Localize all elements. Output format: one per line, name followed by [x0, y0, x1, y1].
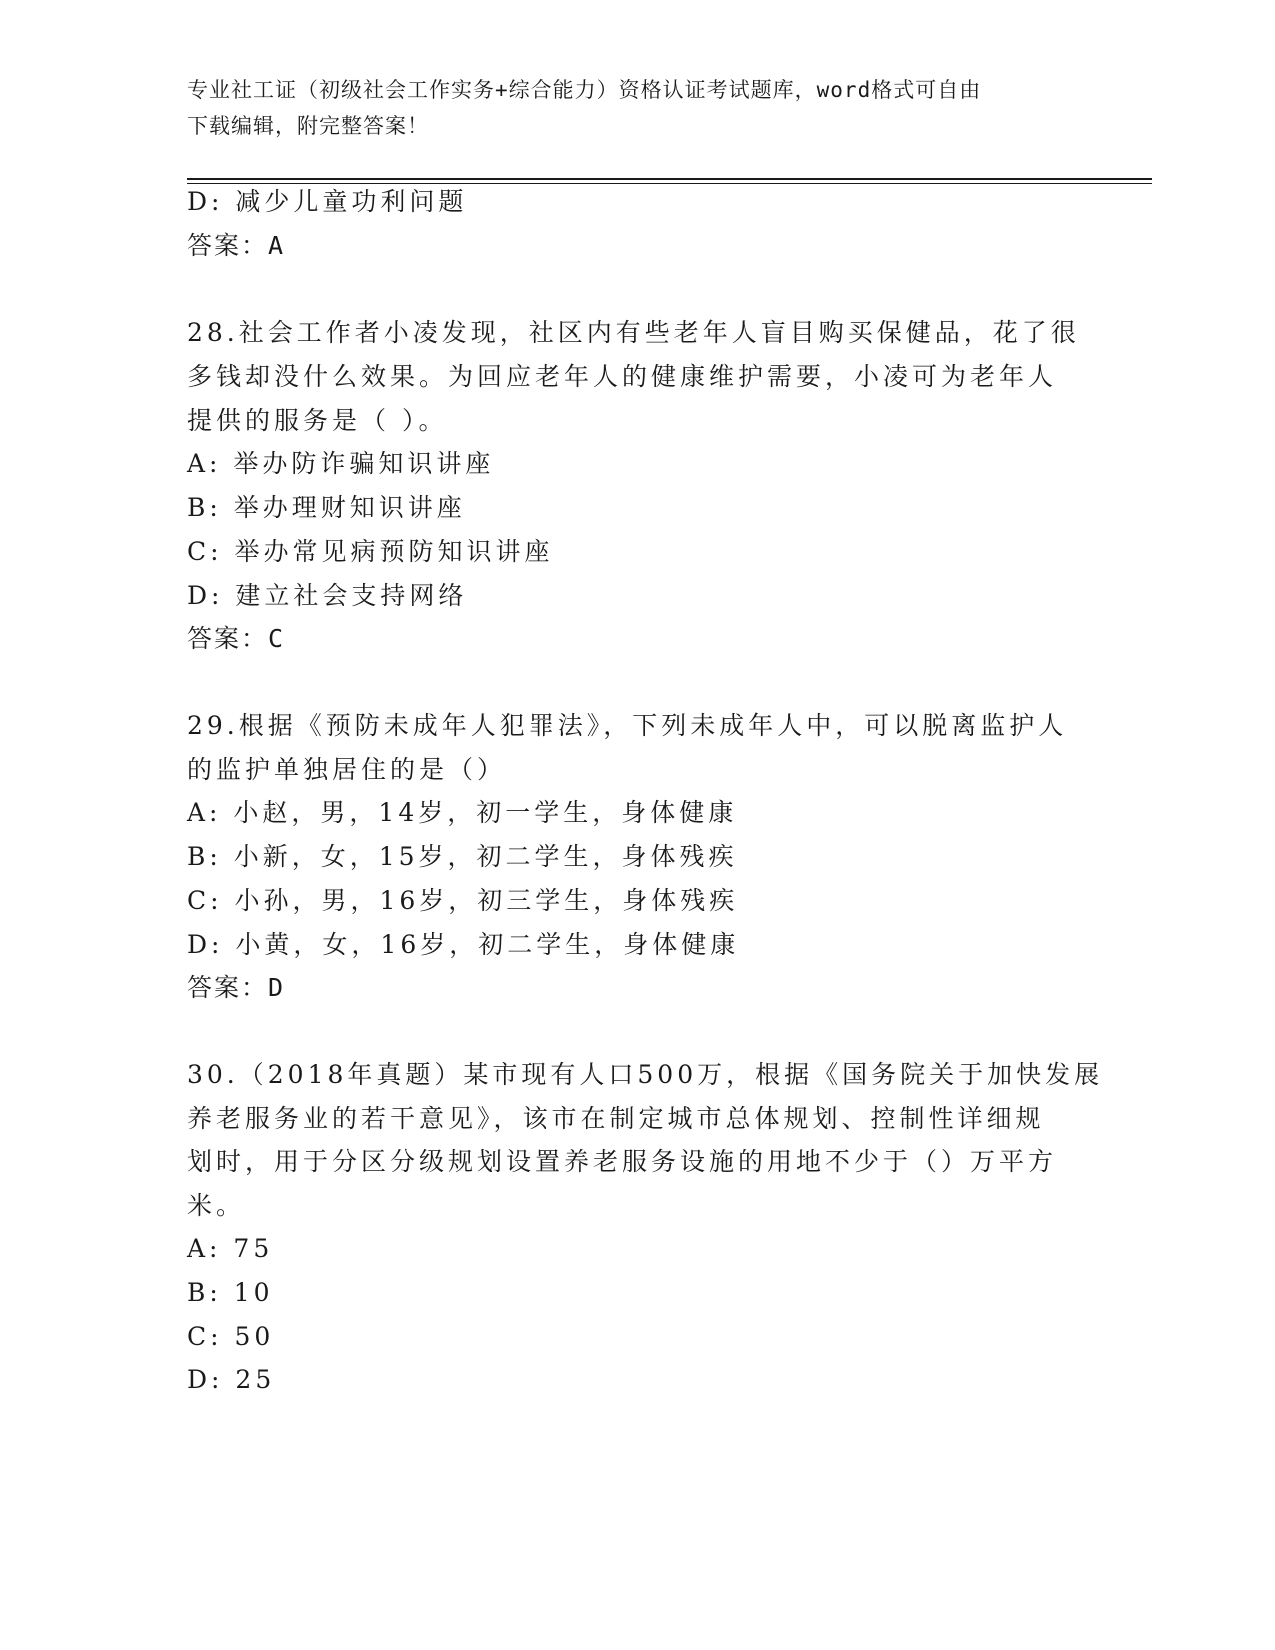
q29-answer: 答案：D	[187, 973, 286, 1002]
q28-option-a: A: 举办防诈骗知识讲座	[187, 449, 495, 478]
q29-stem-line-1: 29.根据《预防未成年人犯罪法》，下列未成年人中，可以脱离监护人	[187, 711, 1068, 740]
q29-stem-line-2: 的监护单独居住的是（）	[187, 755, 507, 784]
header-line-1: 专业社工证（初级社会工作实务+综合能力）资格认证考试题库，word格式可自由	[187, 78, 982, 102]
q29-option-a: A: 小赵，男，14岁，初一学生，身体健康	[187, 798, 738, 827]
prev-answer: 答案：A	[187, 231, 286, 260]
header-line-2: 下载编辑，附完整答案！	[187, 114, 429, 138]
header-divider-thick	[187, 178, 1152, 180]
document-header	[187, 72, 1087, 144]
q30-stem-line-2: 养老服务业的若干意见》，该市在制定城市总体规划、控制性详细规	[187, 1104, 1045, 1133]
q30-stem-line-3: 划时，用于分区分级规划设置养老服务设施的用地不少于（）万平方	[187, 1147, 1058, 1176]
q30-option-b: B: 10	[187, 1278, 274, 1307]
q28-option-c: C: 举办常见病预防知识讲座	[187, 537, 554, 566]
q30-option-c: C: 50	[187, 1322, 275, 1351]
q28-answer: 答案：C	[187, 624, 286, 653]
q30-option-a: A: 75	[187, 1234, 274, 1263]
q30-option-d: D: 25	[187, 1365, 276, 1394]
q30-stem-line-1: 30.（2018年真题）某市现有人口500万，根据《国务院关于加快发展	[187, 1060, 1104, 1089]
prev-option-d: D: 减少儿童功利问题	[187, 187, 468, 216]
q29-option-d: D: 小黄，女，16岁，初二学生，身体健康	[187, 930, 740, 959]
q29-option-b: B: 小新，女，15岁，初二学生，身体残疾	[187, 842, 738, 871]
q29-option-c: C: 小孙，男，16岁，初三学生，身体残疾	[187, 886, 739, 915]
q28-option-b: B: 举办理财知识讲座	[187, 493, 466, 522]
q28-stem-line-1: 28.社会工作者小凌发现，社区内有些老年人盲目购买保健品，花了很	[187, 318, 1080, 347]
q30-stem-line-4: 米。	[187, 1191, 246, 1220]
q28-stem-line-3: 提供的服务是（ ）。	[187, 406, 448, 435]
q28-option-d: D: 建立社会支持网络	[187, 581, 468, 610]
q28-stem-line-2: 多钱却没什么效果。为回应老年人的健康维护需要，小凌可为老年人	[187, 362, 1058, 391]
header-divider-thin	[187, 183, 1152, 184]
